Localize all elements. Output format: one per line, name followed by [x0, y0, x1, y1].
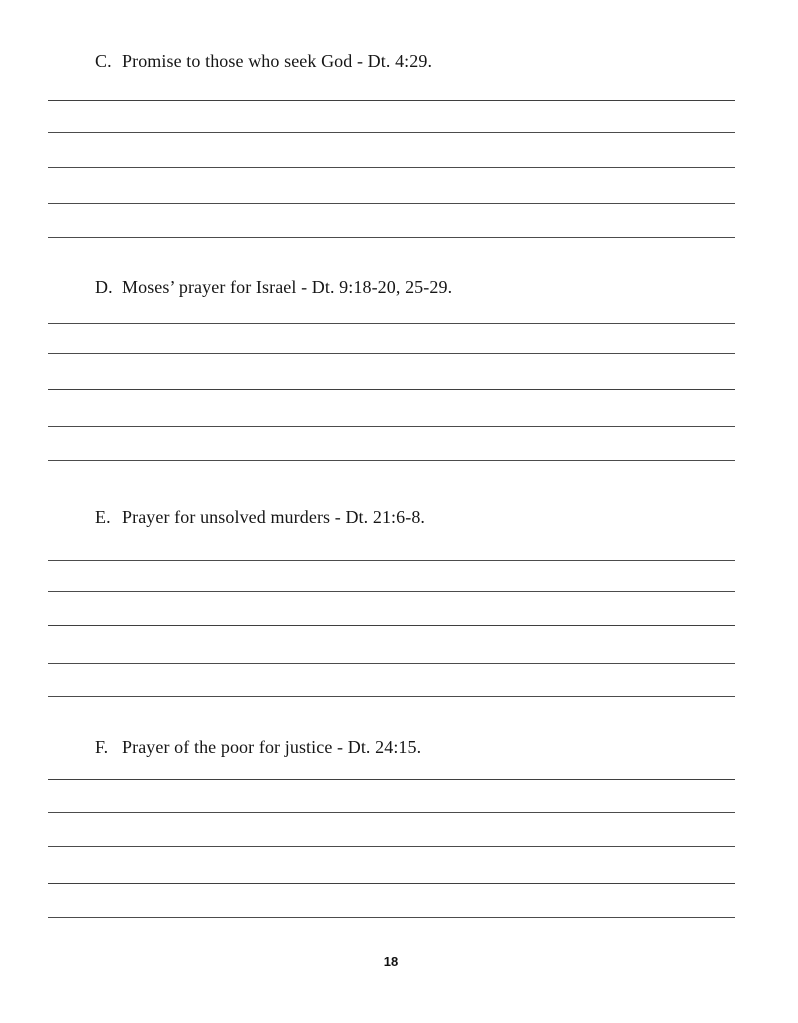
answer-line [48, 591, 735, 592]
section-letter: F. [95, 737, 109, 757]
answer-line [48, 426, 735, 427]
answer-line [48, 100, 735, 101]
section-heading-d [95, 276, 452, 298]
answer-line [48, 132, 735, 133]
answer-line [48, 460, 735, 461]
answer-line [48, 663, 735, 664]
answer-line [48, 883, 735, 884]
answer-line [48, 625, 735, 626]
answer-line [48, 696, 735, 697]
answer-line [48, 323, 735, 324]
answer-line [48, 389, 735, 390]
section-title: Promise to those who seek God - Dt. 4:29. [122, 51, 433, 71]
section-letter: E. [95, 507, 111, 527]
answer-line [48, 846, 735, 847]
section-title: Moses’ prayer for Israel - Dt. 9:18-20, 25-29. [122, 277, 453, 297]
section-heading-c [95, 50, 432, 72]
section-title: Prayer for unsolved murders - Dt. 21:6-8. [122, 507, 426, 527]
section-title: Prayer of the poor for justice - Dt. 24:15. [122, 737, 422, 757]
answer-line [48, 560, 735, 561]
answer-line [48, 779, 735, 780]
answer-line [48, 237, 735, 238]
answer-line [48, 917, 735, 918]
section-heading-f [95, 736, 421, 758]
answer-line [48, 812, 735, 813]
section-heading-e [95, 506, 425, 528]
answer-line [48, 203, 735, 204]
answer-line [48, 167, 735, 168]
answer-line [48, 353, 735, 354]
section-letter: D. [95, 277, 113, 297]
page-number: 18 [383, 954, 399, 969]
section-letter: C. [95, 51, 112, 71]
